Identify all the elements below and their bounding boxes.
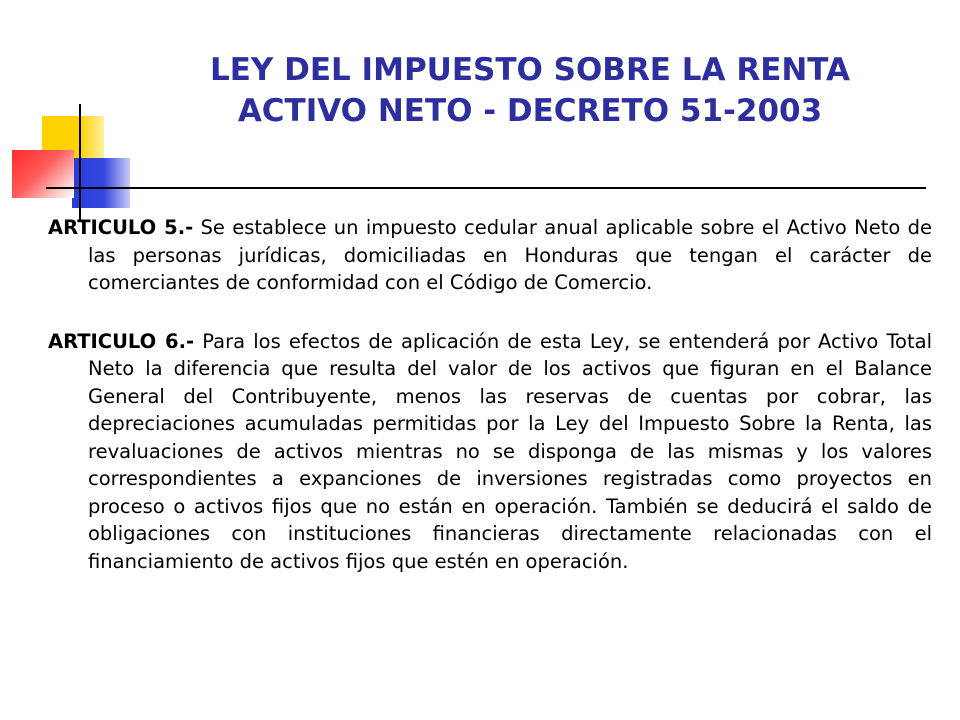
- article-5-paragraph: [48, 214, 932, 297]
- slide-title-line-2: ACTIVO NETO - DECRETO 51-2003: [237, 93, 823, 129]
- decorative-vertical-line: [79, 104, 81, 220]
- article-5-heading: ARTICULO 5.-: [48, 216, 194, 239]
- article-6-paragraph: [48, 328, 932, 576]
- article-5-text: Se establece un impuesto cedular anual aplicable sobre el Activo Neto de las personas jurídicas, domiciliadas en Honduras que tengan el carácter de comerciantes de conformidad con el Código de Comercio.: [88, 216, 932, 294]
- slide-title-line-1: LEY DEL IMPUESTO SOBRE LA RENTA: [209, 52, 851, 88]
- decorative-red-square: [12, 150, 74, 198]
- article-6-text: Para los efectos de aplicación de esta Ley, se entenderá por Activo Total Neto la diferencia que resulta del valor de los activos que figuran en el Balance General del Contribuyente, menos las reservas de cuentas por cobrar, las depreciaciones acumuladas permitidas por la Ley del Impuesto Sobre la Renta, las revaluaciones de activos mientras no se disponga de las mismas y los valores correspondientes a expanciones de inversiones registradas como proyectos en proceso o activos fijos que no están en operación. También se deducirá el saldo de obligaciones con instituciones financieras directamente relacionadas con el financiamiento de activos fijos que estén en operación.: [88, 329, 932, 573]
- slide-title: [150, 50, 910, 132]
- slide-body: [48, 214, 932, 575]
- title-divider-line: [46, 187, 926, 189]
- article-6-heading: ARTICULO 6.-: [48, 329, 195, 353]
